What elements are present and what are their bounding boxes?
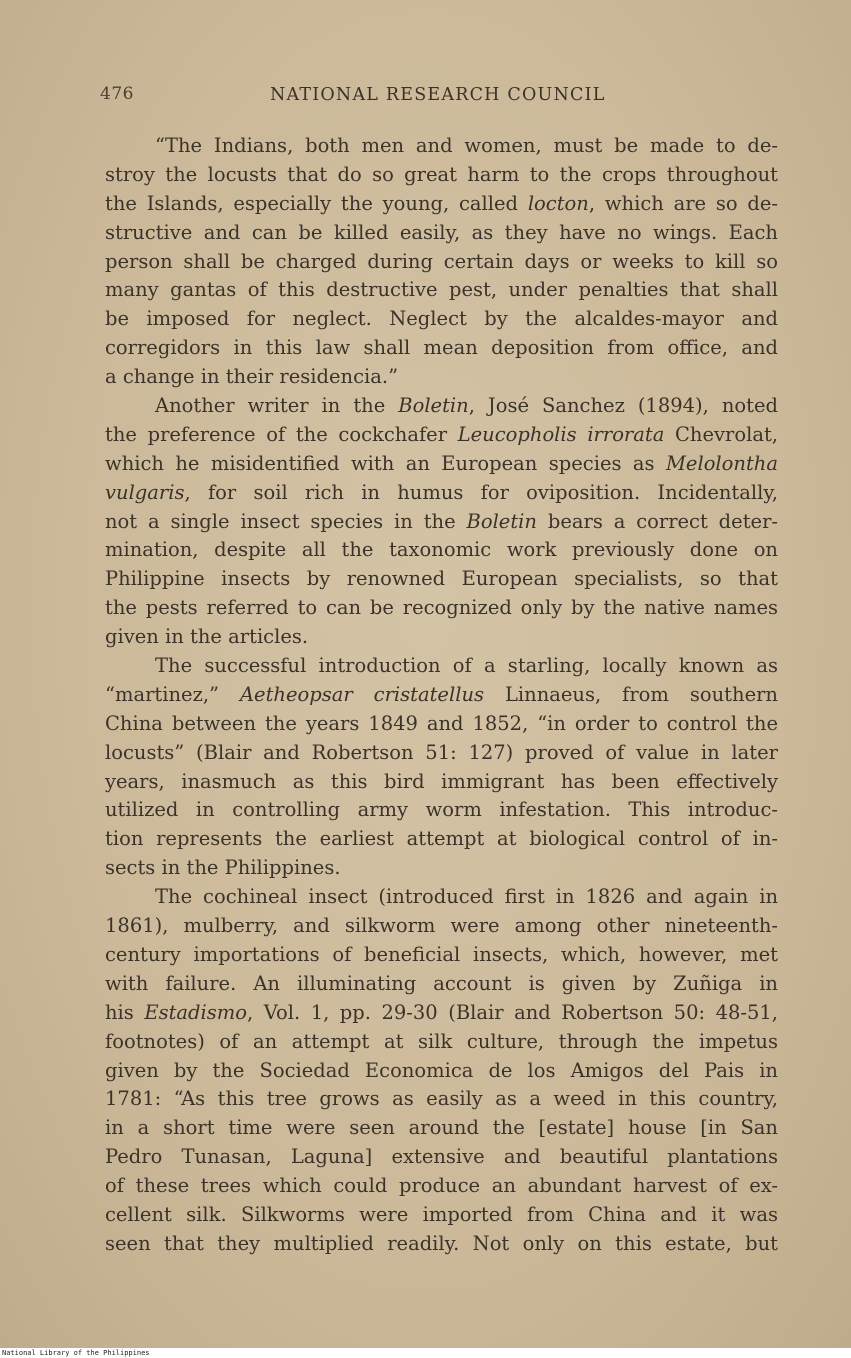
text-line: structive and can be killed easily, as they have no wings. Each (105, 220, 778, 244)
text-line: footnotes) of an attempt at silk culture, through the impetus (105, 1029, 778, 1053)
text-line: stroy the locusts that do so great harm to the crops throughout (105, 162, 778, 186)
library-credit: National Library of the Philippines (2, 1349, 150, 1357)
text-line: the preference of the cockchafer Leucopholis irrorata Chevrolat, (105, 422, 778, 446)
text-line: many gantas of this destructive pest, under penalties that shall (105, 278, 778, 302)
page-header (100, 84, 780, 114)
text-line: seen that they multiplied readily. Not only on this estate, but (105, 1231, 778, 1255)
text-line: of these trees which could produce an abundant harvest of ex- (105, 1174, 778, 1198)
text-line: The cochineal insect (introduced first in 1826 and again in (155, 885, 778, 909)
text-line: mination, despite all the taxonomic work previously done on (105, 538, 778, 562)
text-line: tion represents the earliest attempt at biological control of in- (105, 827, 778, 851)
text-line: with failure. An illuminating account is given by Zuñiga in (105, 971, 778, 995)
text-line: cellent silk. Silkworms were imported from China and it was (105, 1202, 778, 1226)
text-line: Another writer in the Boletin, José Sanchez (1894), noted (155, 394, 778, 418)
text-line: in a short time were seen around the [estate] house [in San (105, 1116, 778, 1140)
text-line: 1781: “As this tree grows as easily as a weed in this country, (105, 1087, 778, 1111)
text-line: given in the articles. (105, 625, 309, 649)
text-line: corregidors in this law shall mean deposition from office, and (105, 336, 778, 360)
text-line: locusts” (Blair and Robertson 51: 127) proved of value in later (105, 740, 778, 764)
body-text (105, 132, 778, 1259)
text-line: a change in their residencia.” (105, 365, 399, 389)
text-line: given by the Sociedad Economica de los Amigos del Pais in (105, 1058, 778, 1082)
text-line: 1861), mulberry, and silkworm were among other nineteenth- (105, 914, 778, 938)
running-head: NATIONAL RESEARCH COUNCIL (270, 85, 606, 105)
text-line: sects in the Philippines. (105, 856, 341, 880)
text-line: Pedro Tunasan, Laguna] extensive and beautiful plantations (105, 1145, 778, 1169)
text-line: not a single insect species in the Boletin bears a correct deter- (105, 509, 778, 533)
text-line: China between the years 1849 and 1852, “in order to control the (105, 711, 778, 735)
text-line: The successful introduction of a starling, locally known as (155, 654, 778, 678)
text-line: the pests referred to can be recognized only by the native names (105, 596, 778, 620)
text-line: the Islands, especially the young, called locton, which are so de- (105, 191, 778, 215)
text-line: be imposed for neglect. Neglect by the alcaldes-mayor and (105, 307, 778, 331)
text-line: his Estadismo, Vol. 1, pp. 29-30 (Blair and Robertson 50: 48-51, (105, 1000, 778, 1024)
text-line: vulgaris, for soil rich in humus for oviposition. Incidentally, (105, 480, 778, 504)
text-line: which he misidentified with an European species as Melolontha (105, 451, 778, 475)
text-line: century importations of beneficial insects, which, however, met (105, 942, 778, 966)
text-line: utilized in controlling army worm infestation. This introduc- (105, 798, 778, 822)
text-line: years, inasmuch as this bird immigrant has been effectively (105, 769, 778, 793)
text-line: “The Indians, both men and women, must be made to de- (155, 134, 778, 157)
footer-strip (0, 1348, 851, 1358)
text-line: person shall be charged during certain days or weeks to kill so (105, 249, 778, 273)
text-line: Philippine insects by renowned European specialists, so that (105, 567, 778, 591)
text-line: “martinez,” Aetheopsar cristatellus Linnaeus, from southern (105, 682, 778, 706)
page-number: 476 (100, 84, 134, 104)
